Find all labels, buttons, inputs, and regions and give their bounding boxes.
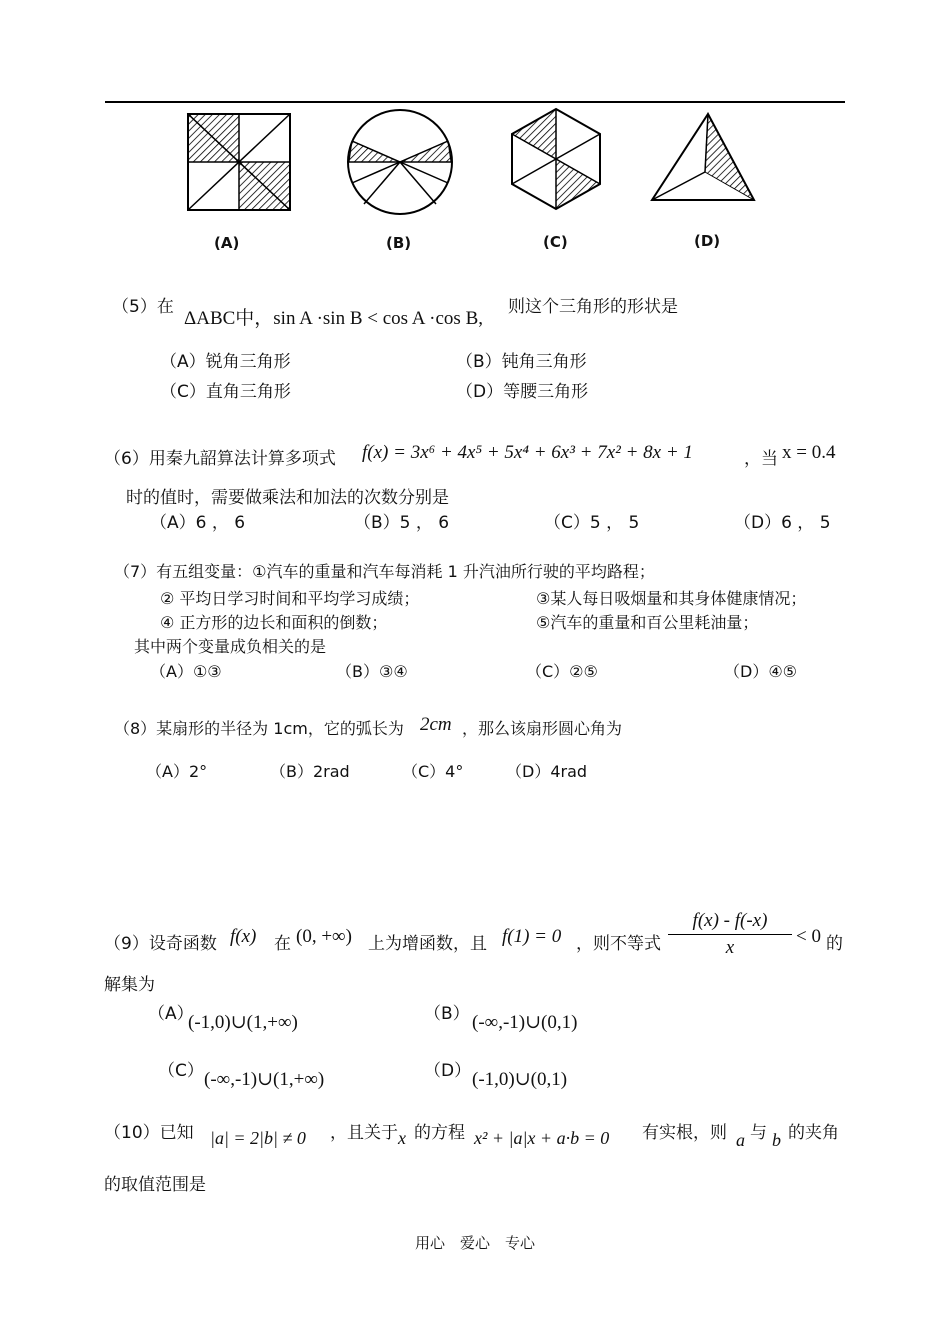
q5-prefix: （5）在 — [112, 297, 174, 317]
figure-label-d: (D) — [694, 232, 721, 250]
q6-line2: 时的值时，需要做乘法和加法的次数分别是 — [126, 488, 449, 508]
q10-p1: （10）已知 — [104, 1123, 194, 1143]
q9-p5: 的 — [826, 934, 843, 954]
q9-p2: 在 — [274, 934, 291, 954]
q10-equation: x² + |a|x + a·b = 0 — [474, 1128, 610, 1148]
q9-option-b-value: (-∞,-1)∪(0,1) — [472, 1012, 578, 1033]
page-footer: 用心 爱心 专心 — [414, 1234, 535, 1252]
q9-inequality: < 0 — [796, 926, 821, 947]
q6-condition: x = 0.4 — [782, 442, 836, 463]
q8-option-a: （A）2° — [146, 762, 208, 781]
q6-polynomial: f(x) = 3x⁶ + 4x⁵ + 5x⁴ + 6x³ + 7x² + 8x + 1 — [362, 442, 693, 463]
top-rule — [105, 101, 845, 103]
q6-option-b: （B）5 ， 6 — [354, 513, 450, 533]
q6-option-a: （A）6 ， 6 — [150, 513, 246, 533]
q8-option-c: （C）4° — [402, 762, 464, 781]
q6-option-d: （D）6 ， 5 — [734, 513, 831, 533]
q9-line2: 解集为 — [104, 975, 155, 995]
q5-option-a: （A）锐角三角形 — [160, 352, 291, 372]
q10-p2: ，且关于 — [330, 1123, 398, 1143]
q8-option-b: （B）2rad — [270, 762, 350, 781]
q6-prefix: （6）用秦九韶算法计算多项式 — [104, 449, 336, 469]
q9-interval: (0, +∞) — [296, 926, 352, 947]
q5-option-d: （D）等腰三角形 — [456, 382, 589, 402]
q9-option-d-label: （D） — [424, 1061, 472, 1081]
q9-p3: 上为增函数，且 — [368, 934, 487, 954]
figure-label-c: (C) — [543, 233, 568, 251]
q8-arc: 2cm — [420, 714, 452, 735]
q7-item5: ⑤汽车的重量和百公里耗油量； — [536, 613, 759, 632]
q9-fraction-bar — [668, 934, 792, 935]
figure-d-triangle — [648, 112, 758, 204]
q9-option-a-label: （A） — [148, 1004, 194, 1024]
q9-option-a-value: (-1,0)∪(1,+∞) — [188, 1012, 298, 1033]
q10-vector-a: a — [736, 1130, 745, 1150]
q10-condition: |a| = 2|b| ≠ 0 — [210, 1128, 306, 1148]
q9-fraction — [668, 910, 792, 959]
q9-option-b-label: （B） — [424, 1004, 470, 1024]
q7-item3: ③某人每日吸烟量和其身体健康情况； — [536, 589, 807, 608]
q10-p4: 有实根，则 — [642, 1123, 727, 1143]
figure-b-circle — [344, 108, 456, 216]
q5-suffix: 则这个三角形的形状是 — [508, 297, 678, 317]
figure-a-square — [186, 112, 292, 212]
q10-var: x — [398, 1128, 406, 1148]
q9-condition: f(1) = 0 — [502, 926, 562, 947]
q9-option-c-value: (-∞,-1)∪(1,+∞) — [204, 1069, 325, 1090]
q8-suffix: ，那么该扇形圆心角为 — [462, 719, 623, 738]
q8-option-d: （D）4rad — [506, 762, 588, 781]
q7-item4: ④ 正方形的边长和面积的倒数； — [160, 613, 388, 632]
q9-option-c-label: （C） — [158, 1061, 204, 1081]
q9-p4: ，则不等式 — [576, 934, 661, 954]
q10-p6: 的夹角 — [788, 1123, 839, 1143]
q6-option-c: （C）5 ， 5 — [544, 513, 640, 533]
figure-label-a: (A) — [214, 234, 240, 252]
q7-option-b: （B）③④ — [336, 662, 408, 681]
q9-numerator: f(x) - f(-x) — [692, 910, 768, 931]
q9-option-d-value: (-1,0)∪(0,1) — [472, 1069, 568, 1090]
q10-p5: 与 — [750, 1123, 767, 1143]
q7-line1: （7）有五组变量：①汽车的重量和汽车每消耗 1 升汽油所行驶的平均路程； — [114, 562, 655, 581]
q7-option-a: （A）①③ — [150, 662, 222, 681]
q8-text: （8）某扇形的半径为 1cm，它的弧长为 — [114, 719, 404, 738]
q6-mid: ，当 — [744, 449, 778, 469]
q9-f: f(x) — [230, 926, 257, 947]
q5-math: ΔABC中，sin A ·sin B < cos A ·cos B, — [184, 308, 483, 329]
q10-p3: 的方程 — [414, 1123, 465, 1143]
q5-option-c: （C）直角三角形 — [160, 382, 291, 402]
q7-option-d: （D）④⑤ — [724, 662, 798, 681]
q10-vector-b: b — [772, 1130, 781, 1150]
q5-option-b: （B）钝角三角形 — [456, 352, 587, 372]
q7-option-c: （C）②⑤ — [526, 662, 598, 681]
figure-label-b: (B) — [386, 234, 412, 252]
q7-item2: ② 平均日学习时间和平均学习成绩； — [160, 589, 420, 608]
q9-denominator: x — [725, 937, 735, 958]
q9-p1: （9）设奇函数 — [104, 934, 217, 954]
figure-c-hexagon — [508, 107, 604, 211]
q10-line2: 的取值范围是 — [104, 1175, 206, 1195]
q7-question: 其中两个变量成负相关的是 — [134, 637, 327, 656]
